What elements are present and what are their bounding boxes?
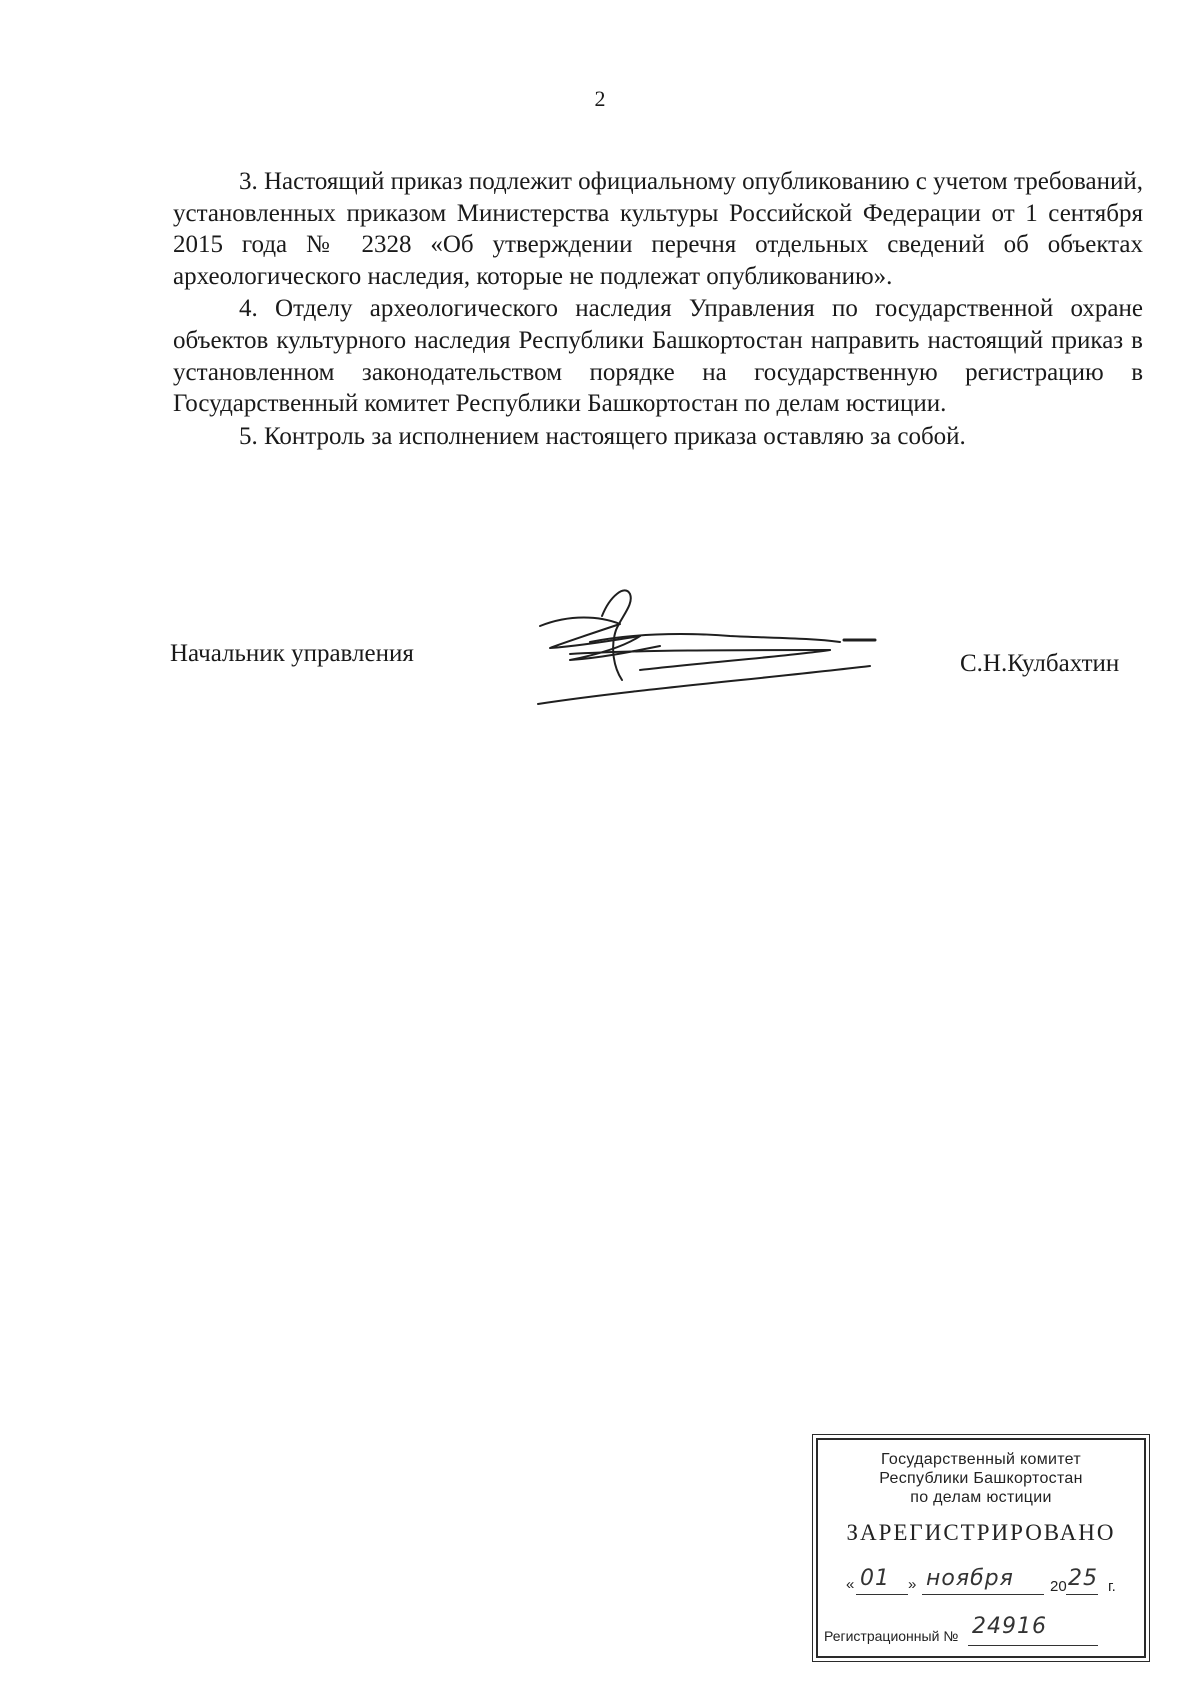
registration-stamp xyxy=(816,1438,1146,1658)
date-month: ноября xyxy=(926,1566,1014,1591)
date-year-suffix: 25 xyxy=(1068,1566,1098,1591)
stamp-title: ЗАРЕГИСТРИРОВАНО xyxy=(846,1520,1116,1545)
handwritten-signature xyxy=(530,586,910,716)
date-month-underline xyxy=(922,1594,1044,1595)
date-day-underline xyxy=(856,1594,908,1595)
reg-number: 24916 xyxy=(972,1614,1047,1639)
stamp-org-line: по делам юстиции xyxy=(910,1489,1052,1506)
date-day: 01 xyxy=(860,1566,890,1591)
reg-number-underline xyxy=(968,1645,1098,1646)
stamp-registration xyxy=(824,1614,1124,1650)
paragraph-5: 5. Контроль за исполнением настоящего приказа оставляю за собой. xyxy=(239,422,966,450)
date-close-quote: » xyxy=(908,1576,917,1593)
date-year-prefix: 20 xyxy=(1050,1578,1067,1595)
stamp-organization xyxy=(818,1450,1144,1507)
paragraph-3: 3. Настоящий приказ подлежит официальному опубликованию с учетом требований, установленных приказом Министерства культуры Российской Федерации от 1 сентября 2015 года № 2328 «Об утверждении перечня отдельных сведений об объектах археологического наследия, которые не подлежат опубликованию». xyxy=(173,168,1143,290)
signatory-name: С.Н.Кулбахтин xyxy=(960,650,1120,677)
stamp-org-line: Республики Башкортостан xyxy=(879,1470,1083,1487)
reg-label: Регистрационный № xyxy=(824,1628,959,1644)
page-number: 2 xyxy=(594,86,606,111)
date-open-quote: « xyxy=(846,1576,855,1593)
stamp-org-line: Государственный комитет xyxy=(881,1451,1081,1468)
stamp-date xyxy=(846,1566,1136,1600)
signatory-position: Начальник управления xyxy=(170,640,414,667)
paragraph-4: 4. Отделу археологического наследия Управления по государственной охране объектов культурного наследия Республики Башкортостан направить настоящий приказ в установленном законодательством порядке на государственную регистрацию в Государственный комитет Республики Башкортостан по делам юстиции. xyxy=(173,295,1143,418)
date-year-unit: г. xyxy=(1108,1578,1116,1595)
document-body xyxy=(173,166,1143,453)
date-year-underline xyxy=(1066,1594,1098,1595)
